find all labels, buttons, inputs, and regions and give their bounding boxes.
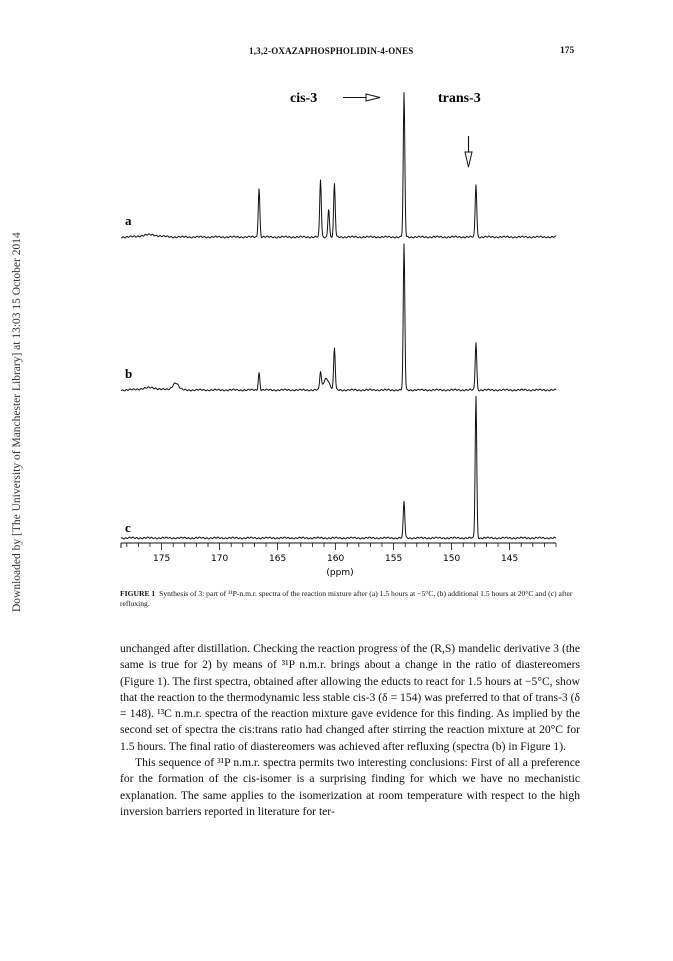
spectrum-label-b: b [125,366,133,381]
label-trans: trans-3 [438,91,481,106]
right-arrow-icon [343,94,380,101]
figure-caption-text: Synthesis of 3: part of ³¹P-n.m.r. spectra of the reaction mixture after (a) 1.5 hours at −5°C, (b) additional 1.5 hours at 20°C and (c) after refluxing. [120,589,573,608]
figure-caption [120,589,580,609]
axis-tick-label: 170 [211,554,229,564]
ppm-axis [121,543,556,578]
figure-caption-label: FIGURE 1 [120,589,156,598]
running-title: 1,3,2-OXAZAPHOSPHOLIDIN-4-ONES [249,46,414,56]
spectrum-trace-c [121,396,556,539]
spectrum-trace-a [121,92,556,238]
page-number: 175 [560,46,575,56]
spectrum-trace-b [121,244,556,392]
paragraph-2: This sequence of ³¹P n.m.r. spectra permits two interesting conclusions: First of all a preference for the formation of the cis-isomer is a surprising finding for which we have no mechanistic explanation. The same applies to the isomerization at room temperature with respect to the high inversion barriers reported in literature for ter- [120,756,580,818]
label-cis: cis-3 [290,91,318,106]
axis-tick-label: 150 [443,554,461,564]
axis-unit: (ppm) [326,568,354,578]
spectrum-label-c: c [125,520,131,535]
paragraph-1: unchanged after distillation. Checking the reaction progress of the (R,S) mandelic derivative 3 (the same is true for 2) by means of ³¹P n.m.r. brings about a change in the ratio of diastereomers (Figure 1). The first spectra, obtained after allowing the educts to react for 1.5 hours at −5°C, show that the reaction to the thermodynamic less stable cis-3 (δ = 154) was preferred to that of trans-3 (δ = 148). ¹³C n.m.r. spectra of the reaction mixture gave evidence for this finding. As implied by the second set of spectra the cis:trans ratio had changed after stirring the reaction mixture at 20°C for 1.5 hours. The final ratio of diastereomers was achieved after refluxing (spectra (b) in Figure 1). [120,642,580,753]
axis-tick-label: 155 [385,554,403,564]
spectrum-label-a: a [125,213,132,228]
axis-tick-label: 160 [327,554,345,564]
axis-tick-label: 165 [269,554,287,564]
down-arrow-icon [465,136,472,167]
download-notice-text: Downloaded by [The University of Manchester Library] at 13:03 15 October 2014 [11,232,23,612]
axis-tick-label: 175 [153,554,171,564]
axis-tick-label: 145 [501,554,519,564]
body-text [120,641,580,820]
spectra-traces [121,92,556,539]
